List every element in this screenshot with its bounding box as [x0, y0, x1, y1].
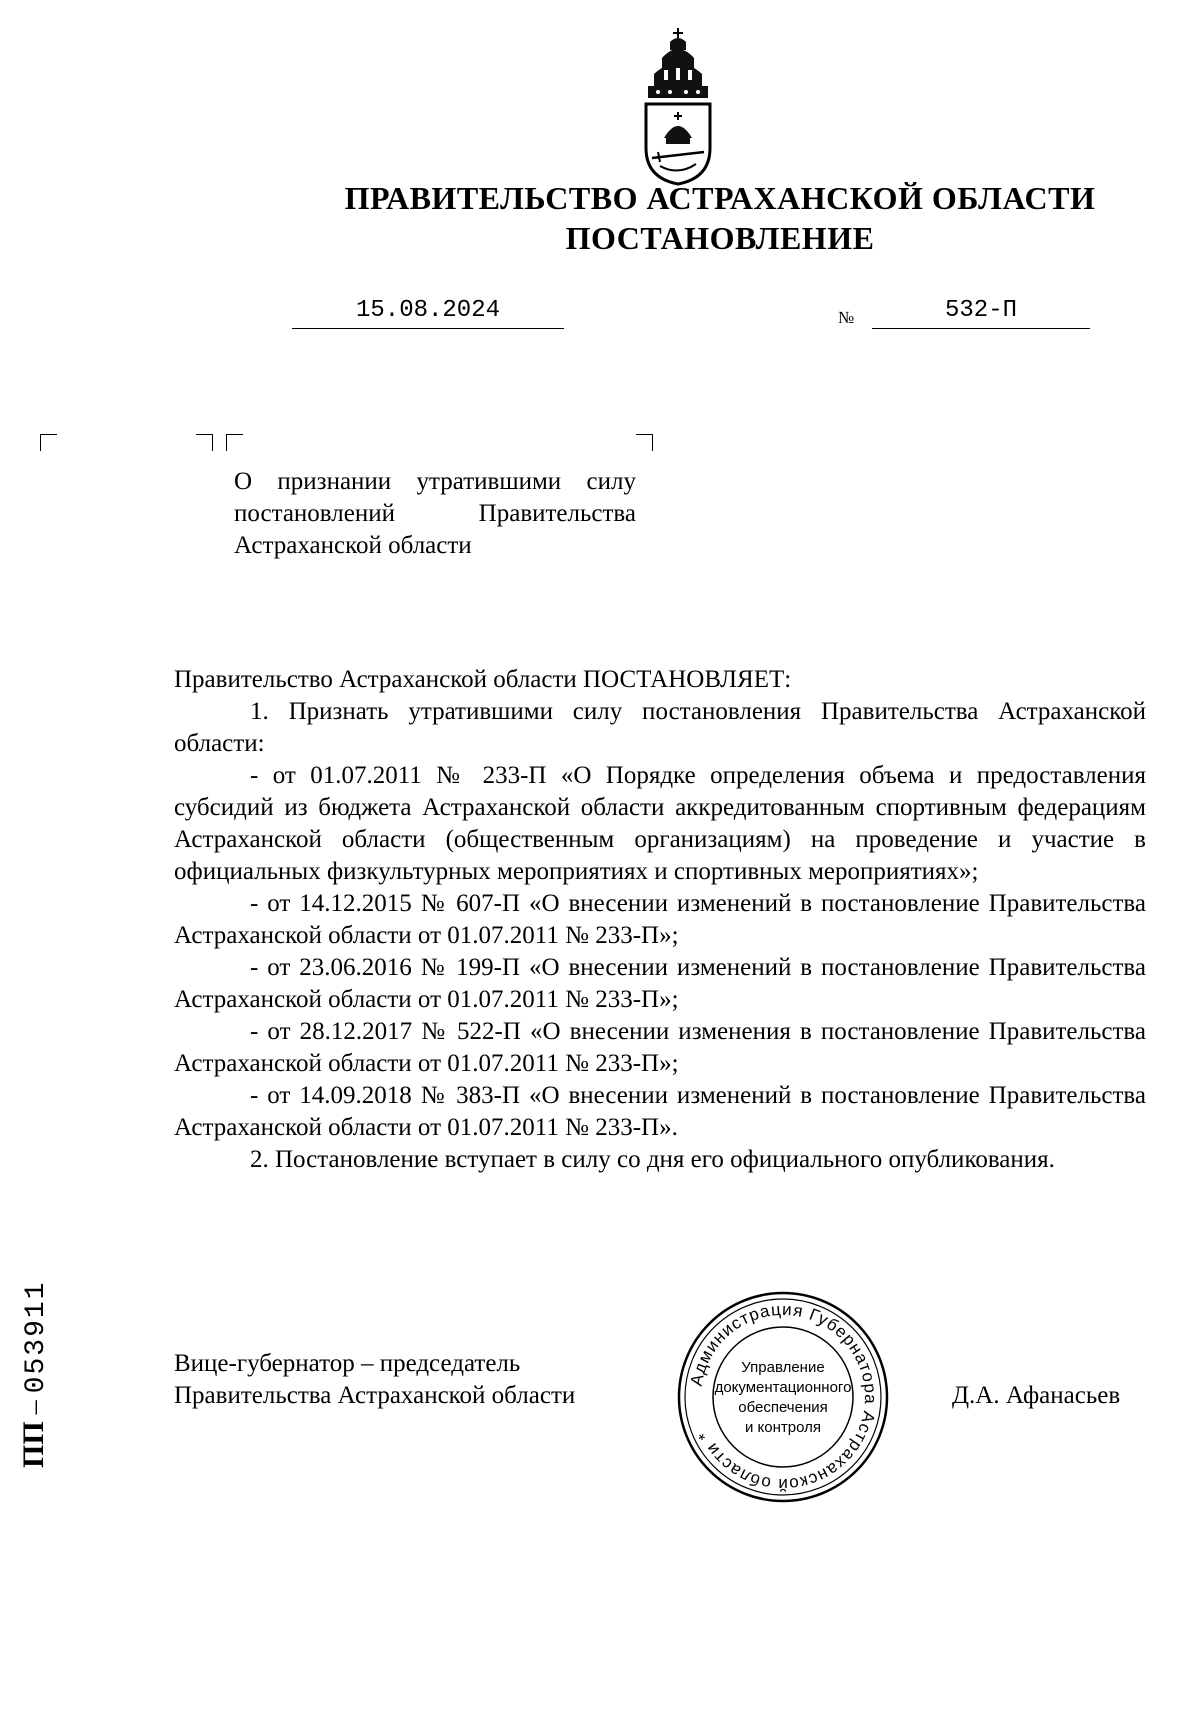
subject-corner-mark — [636, 434, 653, 451]
coat-of-arms-emblem — [640, 28, 716, 186]
org-title: ПРАВИТЕЛЬСТВО АСТРАХАНСКОЙ ОБЛАСТИ — [344, 180, 1096, 216]
stamp-inner-ring — [713, 1327, 853, 1467]
sub-item: - от 28.12.2017 № 522-П «О внесении изменения в постановление Правительства Астраханской области от 01.07.2011 № 233-П»; — [174, 1018, 1146, 1077]
serial-series: ПП — [17, 1421, 50, 1468]
serial-number: 053911 — [21, 1280, 52, 1394]
stamp-center-line: документационного — [714, 1379, 852, 1396]
position-line: Вице-губернатор – председатель — [174, 1350, 521, 1377]
margin-corner-mark — [196, 434, 213, 451]
svg-text:Администрация Губернатора Астр — [687, 1300, 880, 1494]
shield-icon — [646, 104, 710, 184]
sub-item: - от 01.07.2011 № 233-П «О Порядке определения объема и предоставления субсидий из бюджета Астраханской области аккредитованным спортивным федерациям Астраханской области (общественным организациям) на проведение и участие в официальных физкультурных мероприятиях и спортивных мероприятиях»; — [174, 762, 1146, 885]
sub-item: - от 23.06.2016 № 199-П «О внесении изменений в постановление Правительства Астраханской области от 01.07.2011 № 233-П»; — [174, 954, 1146, 1013]
official-stamp — [676, 1290, 890, 1504]
document-subject: О признании утратившими силу постановлений Правительства Астраханской области — [234, 468, 636, 559]
preamble: Правительство Астраханской области ПОСТАНОВЛЯЕТ: — [174, 666, 792, 693]
blank-serial-number — [14, 1280, 54, 1468]
body-item-2: 2. Постановление вступает в силу со дня его официального опубликования. — [250, 1146, 1055, 1173]
body-item-1: 1. Признать утратившими силу постановления Правительства Астраханской области: — [174, 698, 1146, 757]
document-number: 532-П — [872, 296, 1090, 329]
stamp-ring-text: Администрация Губернатора Астраханской области * — [686, 1299, 881, 1495]
subject-corner-mark — [226, 434, 243, 451]
document-date: 15.08.2024 — [292, 296, 564, 329]
stamp-center-line: Управление — [741, 1359, 825, 1376]
serial-dash: – — [19, 1393, 50, 1422]
signatory-name: Д.А. Афанасьев — [952, 1382, 1121, 1409]
stamp-center-line: и контроля — [744, 1419, 822, 1436]
signatory-position — [174, 1348, 694, 1412]
sub-item: - от 14.12.2015 № 607-П «О внесении изменений в постановление Правительства Астраханской области от 01.07.2011 № 233-П»; — [174, 890, 1146, 949]
position-line: Правительства Астраханской области — [174, 1382, 576, 1409]
doc-type-title: ПОСТАНОВЛЕНИЕ — [565, 220, 875, 256]
crown-icon — [648, 28, 708, 98]
document-body — [174, 664, 1146, 1176]
stamp-center-line: обеспечения — [738, 1399, 828, 1416]
sub-item: - от 14.09.2018 № 383-П «О внесении изменений в постановление Правительства Астраханской области от 01.07.2011 № 233-П». — [174, 1082, 1146, 1141]
margin-corner-mark — [40, 434, 57, 451]
stamp-outer-ring — [679, 1293, 887, 1501]
number-sign: № — [838, 308, 855, 327]
